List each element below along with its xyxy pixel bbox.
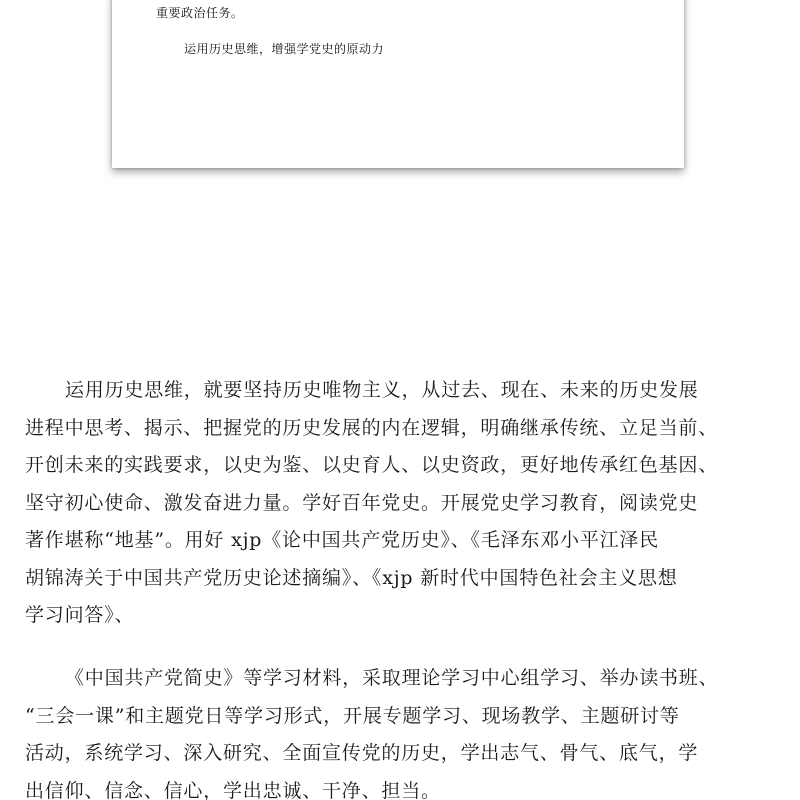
paragraph-line: 坚守初心使命、激发奋进力量。学好百年党史。开展党史学习教育，阅读党史 (25, 491, 699, 514)
paragraph-line: 胡锦涛关于中国共产党历史论述摘编》、《xjp 新时代中国特色社会主义思想 (25, 566, 678, 589)
paragraph-line: 活动，系统学习、深入研究、全面宣传党的历史，学出志气、骨气、底气，学 (25, 742, 699, 764)
paragraph-line: 学习问答》、 (25, 604, 135, 626)
paragraph-1 (25, 372, 785, 635)
paragraph-line: 进程中思考、揭示、把握党的历史发展的内在逻辑，明确继承传统、立足当前、 (25, 416, 719, 439)
paragraph-2 (25, 660, 785, 800)
preview-section-heading: 运用历史思维，增强学党史的原动力 (184, 42, 385, 56)
paragraph-line: 出信仰、信念、信心，学出忠诚、干净、担当。 (25, 779, 441, 800)
document-preview-card (112, 0, 684, 168)
paragraph-line: 开创未来的实践要求，以史为鉴、以史育人、以史资政，更好地传承红色基因、 (25, 454, 719, 476)
paragraph-line: 著作堪称“地基”。用好 xjp《论中国共产党历史》、《毛泽东邓小平江泽民 (25, 529, 660, 551)
paragraph-line: 运用历史思维，就要坚持历史唯物主义，从过去、现在、未来的历史发展 (65, 379, 699, 401)
paragraph-line: 《中国共产党简史》等学习材料，采取理论学习中心组学习、举办读书班、 (65, 667, 719, 689)
paragraph-line: “三会一课”和主题党日等学习形式，开展专题学习、现场教学、主题研讨等 (25, 704, 680, 727)
preview-text-line: 重要政治任务。 (156, 6, 244, 20)
